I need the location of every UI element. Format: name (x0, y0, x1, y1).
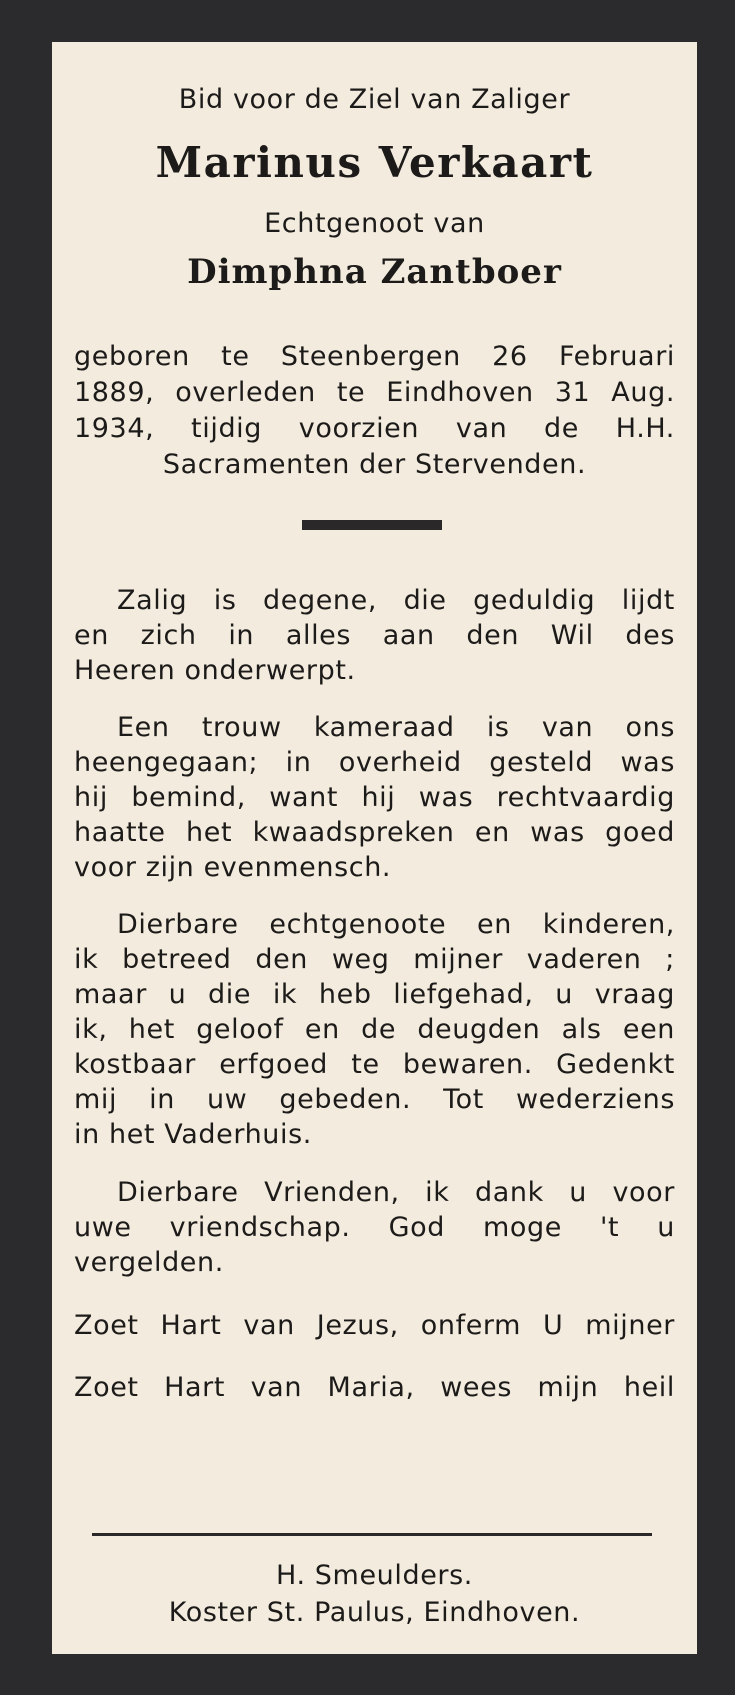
divider-line (92, 1533, 652, 1536)
spouse-name: Dimphna Zantboer (187, 252, 562, 292)
paragraph-line: haatte het kwaadspreken en was goed (74, 817, 675, 848)
paragraph-line: Een trouw kameraad is van ons (117, 712, 675, 743)
paragraph-line: voor zijn evenmensch. (74, 852, 392, 883)
printer-place: Koster St. Paulus, Eindhoven. (168, 1597, 581, 1628)
paragraph-line: Dierbare Vrienden, ik dank u voor (117, 1177, 675, 1208)
bio-line: Sacramenten der Stervenden. (162, 449, 587, 480)
bio-line: 1889, overleden te Eindhoven 31 Aug. (74, 377, 675, 408)
paragraph-line: vergelden. (74, 1247, 224, 1278)
paragraph-line: Heeren onderwerpt. (74, 655, 356, 686)
paragraph-line: mij in uw gebeden. Tot wederziens (74, 1084, 675, 1115)
deceased-name: Marinus Verkaart (155, 138, 594, 187)
intro-line: Bid voor de Ziel van Zaliger (178, 84, 571, 115)
paragraph-line: hij bemind, want hij was rechtvaardig (74, 782, 675, 813)
prayer-maria: Zoet Hart van Maria, wees mijn heil (74, 1372, 675, 1403)
paragraph-line: maar u die ik heb liefgehad, u vraag (74, 979, 675, 1010)
black-divider-bar (302, 520, 442, 530)
paragraph-line: ik betreed den weg mijner vaderen ; (74, 944, 675, 975)
paragraph-line: ik, het geloof en de deugden als een (74, 1014, 675, 1045)
paragraph-line: in het Vaderhuis. (74, 1119, 312, 1150)
paragraph-line: Zalig is degene, die geduldig lijdt (117, 585, 675, 616)
paragraph-line: uwe vriendschap. God moge 't u (74, 1212, 675, 1243)
printer-name: H. Smeulders. (276, 1560, 473, 1591)
spouse-label: Echtgenoot van (264, 208, 485, 239)
paragraph-line: kostbaar erfgoed te bewaren. Gedenkt (74, 1049, 675, 1080)
memorial-card (52, 42, 697, 1654)
paragraph-line: en zich in alles aan den Wil des (74, 620, 675, 651)
paragraph-line: Dierbare echtgenoote en kinderen, (117, 909, 675, 940)
paragraph-line: heengegaan; in overheid gesteld was (74, 747, 675, 778)
bio-line: geboren te Steenbergen 26 Februari (74, 341, 675, 372)
prayer-jesus: Zoet Hart van Jezus, onferm U mijner (74, 1310, 675, 1341)
bio-line: 1934, tijdig voorzien van de H.H. (74, 413, 675, 444)
